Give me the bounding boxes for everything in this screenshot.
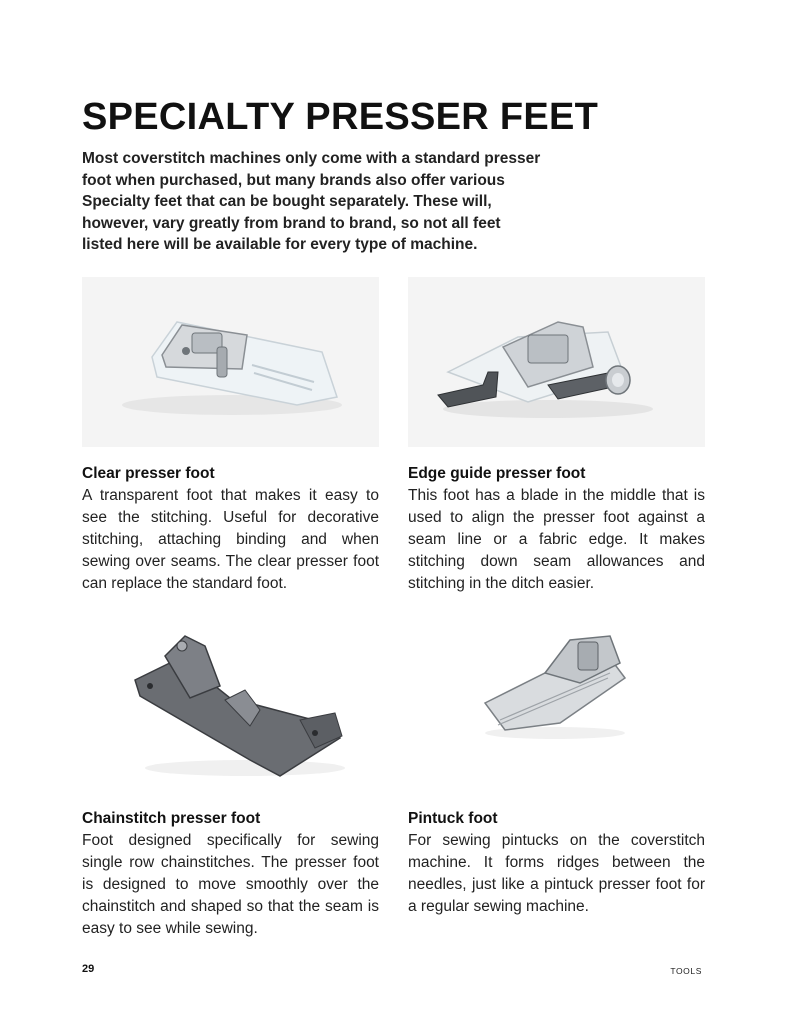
edge-guide-presser-foot-photo <box>408 277 705 447</box>
section-label: TOOLS <box>670 966 702 976</box>
page-number: 29 <box>82 963 95 975</box>
pintuck-foot-photo <box>470 628 640 748</box>
pintuck-foot-image <box>470 628 640 748</box>
feet-item <box>408 810 705 918</box>
clear-presser-foot-photo <box>82 277 379 447</box>
chainstitch-presser-foot-heading: Chainstitch presser foot <box>82 810 261 827</box>
chainstitch-presser-foot-photo <box>110 628 370 788</box>
chainstitch-presser-foot-description: Foot designed specifically for sewing single row chainstitches. The presser foot is designed to move smoothly over the chainstitch and shaped so that the seam is easy to see while sewing. <box>82 832 379 937</box>
feet-item <box>82 810 379 940</box>
intro-paragraph: Most coverstitch machines only come with a standard presser foot when purchased, but many brands also offer various Specialty feet that can be bought separately. These will, however, vary greatly from brand to brand, so not all feet listed here will be available for every type of machine. <box>82 150 541 254</box>
page-title: SPECIALTY PRESSER FEET <box>82 96 599 138</box>
clear-presser-foot-description: A transparent foot that makes it easy to see the stitching. Useful for decorative stitching, attaching binding and when sewing over seams. The clear presser foot can replace the standard foot. <box>82 487 379 592</box>
feet-item <box>82 465 379 595</box>
pintuck-foot-heading: Pintuck foot <box>408 810 498 827</box>
edge-guide-presser-foot-heading: Edge guide presser foot <box>408 465 586 482</box>
chainstitch-presser-foot-image <box>110 628 370 788</box>
feet-item <box>408 465 705 595</box>
pintuck-foot-description: For sewing pintucks on the coverstitch machine. It forms ridges between the needles, just like a pintuck presser foot for a regular sewing machine. <box>408 832 705 915</box>
clear-presser-foot-heading: Clear presser foot <box>82 465 215 482</box>
edge-guide-presser-foot-image <box>408 277 705 447</box>
edge-guide-presser-foot-description: This foot has a blade in the middle that is used to align the presser foot against a seam line or a fabric edge. It makes stitching down seam allowances and stitching in the ditch easier. <box>408 487 705 592</box>
clear-presser-foot-image <box>82 277 379 447</box>
